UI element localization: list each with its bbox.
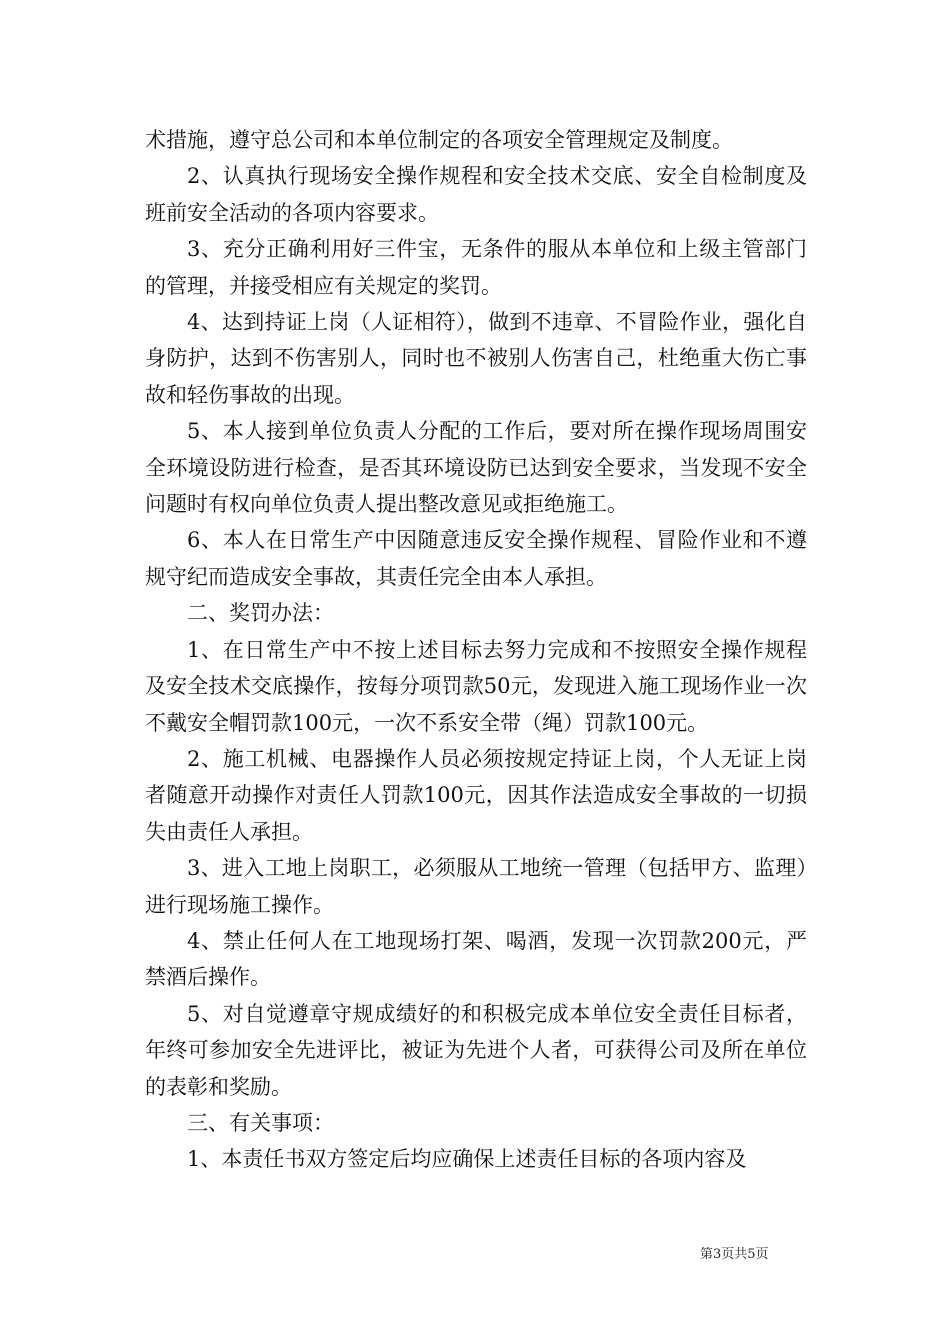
paragraph-12: 1、本责任书双方签定后均应确保上述责任目标的各项内容及: [187, 1147, 747, 1172]
page-number-footer: 第3页共5页: [700, 1247, 769, 1262]
paragraph-2: 2、认真执行现场安全操作规程和安全技术交底、安全自检制度及班前安全活动的各项内容要求。: [145, 164, 807, 225]
paragraph-5: 5、本人接到单位负责人分配的工作后，要对所在操作现场周围安全环境设防进行检查，是否其环境设防已达到安全要求，当发现不安全问题时有权向单位负责人提出整改意见或拒绝施工。: [145, 419, 807, 517]
paragraph-9: 3、进入工地上岗职工，必须服从工地统一管理（包括甲方、监理）进行现场施工操作。: [145, 856, 807, 917]
section-heading-rewards-penalties: 二、奖罚办法：: [187, 601, 334, 626]
paragraph-1: 术措施，遵守总公司和本单位制定的各项安全管理规定及制度。: [145, 128, 733, 152]
paragraph-7: 1、在日常生产中不按上述目标去努力完成和不按照安全操作规程及安全技术交底操作，按每分项罚款50元，发现进入施工现场作业一次不戴安全帽罚款100元，一次不系安全带（绳）罚款100元。: [145, 637, 807, 735]
paragraph-4: 4、达到持证上岗（人证相符），做到不违章、不冒险作业，强化自身防护，达到不伤害别人，同时也不被别人伤害自己，杜绝重大伤亡事故和轻伤事故的出现。: [145, 310, 807, 407]
paragraph-3: 3、充分正确利用好三件宝，无条件的服从本单位和上级主管部门的管理，并接受相应有关规定的奖罚。: [145, 237, 807, 298]
paragraph-11: 5、对自觉遵章守规成绩好的和积极完成本单位安全责任目标者，年终可参加安全先进评比，被证为先进个人者，可获得公司及所在单位的表彰和奖励。: [145, 1001, 807, 1099]
section-heading-related-matters: 三、有关事项：: [187, 1110, 334, 1135]
paragraph-6: 6、本人在日常生产中因随意违反安全操作规程、冒险作业和不遵规守纪而造成安全事故，其责任完全由本人承担。: [145, 528, 807, 589]
document-body: [145, 122, 807, 1178]
paragraph-10: 4、禁止任何人在工地现场打架、喝酒，发现一次罚款200元，严禁酒后操作。: [145, 928, 807, 990]
paragraph-8: 2、施工机械、电器操作人员必须按规定持证上岗，个人无证上岗者随意开动操作对责任人罚款100元，因其作法造成安全事故的一切损失由责任人承担。: [145, 746, 807, 844]
